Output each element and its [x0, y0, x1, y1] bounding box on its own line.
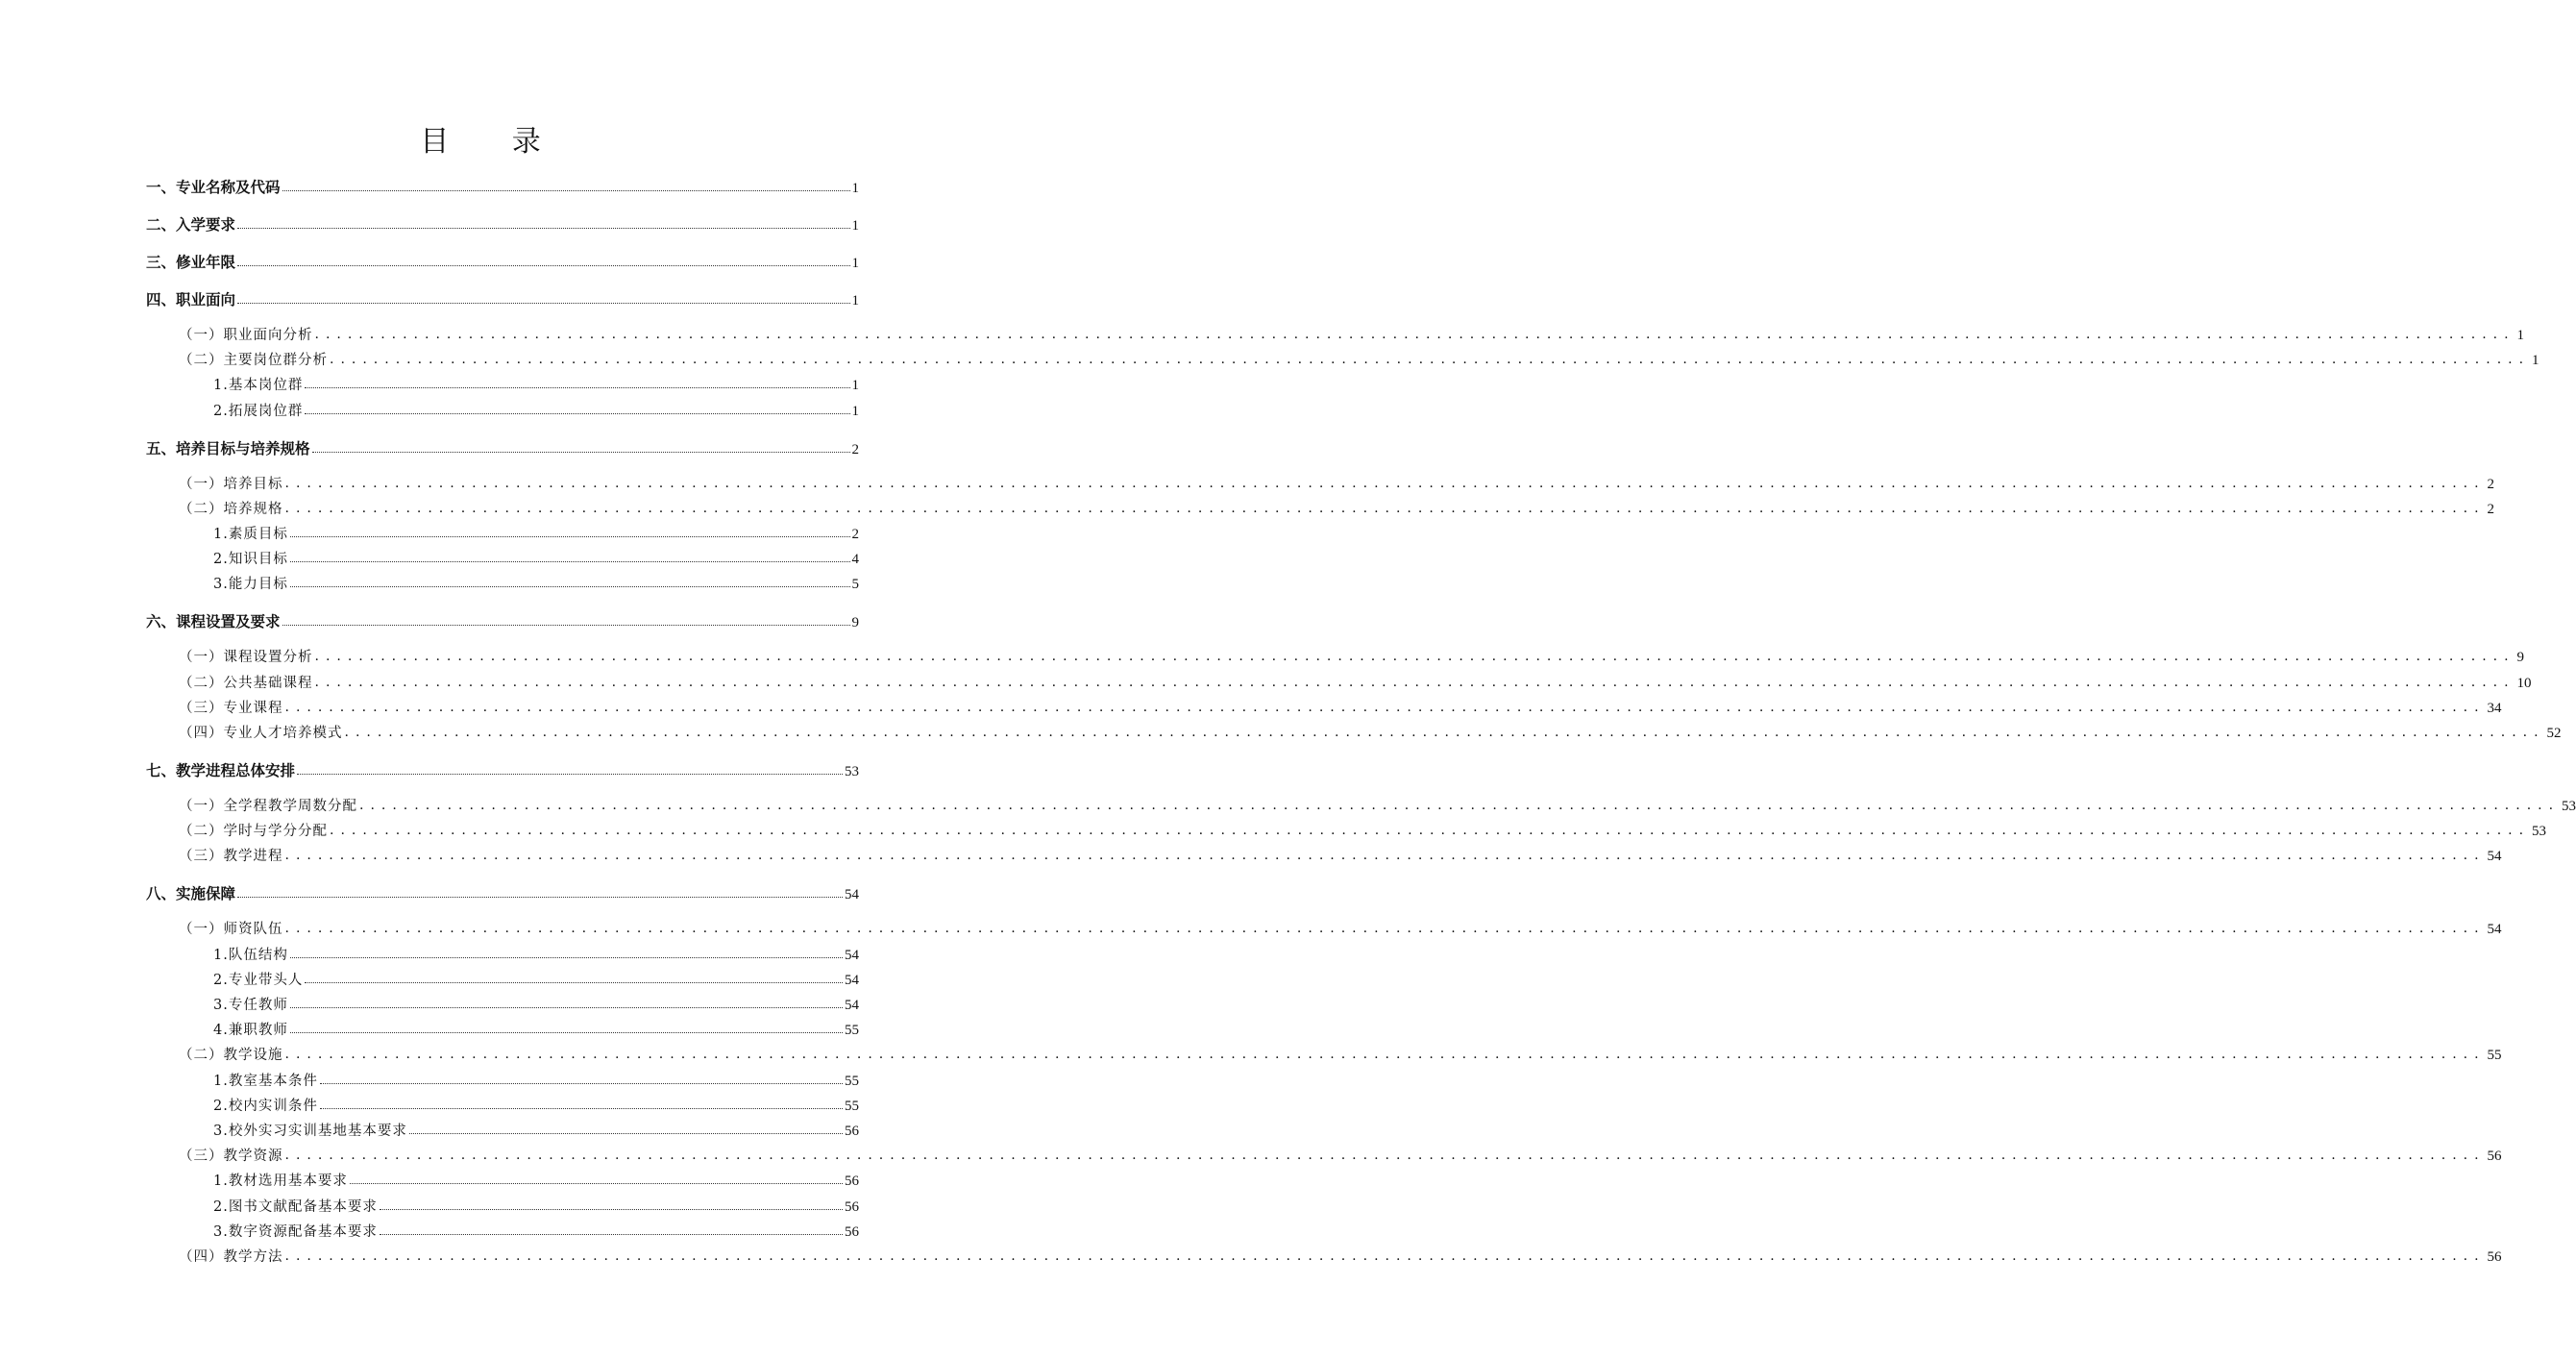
toc-entry[interactable]: [179, 845, 2502, 865]
toc-entry-page-number: 2: [2487, 476, 2495, 492]
toc-entry[interactable]: [213, 944, 859, 964]
toc-entry-page-number: 56: [845, 1198, 859, 1215]
toc-leader-dots: [297, 773, 843, 775]
toc-entry-label: （二）教学设施: [179, 1048, 283, 1064]
toc-entry-label: （四）专业人才培养模式: [179, 726, 343, 741]
toc-leader-dots: [350, 1182, 843, 1184]
toc-leader-dots: [290, 535, 850, 537]
toc-entry-label: 2.图书文献配备基本要求: [213, 1198, 378, 1215]
toc-entry-label: 2.拓展岗位群: [213, 403, 304, 419]
toc-entry-label: （二）主要岗位群分析: [179, 353, 328, 369]
toc-leader-dots: [282, 189, 850, 191]
toc-entry-label: 3.专任教师: [213, 998, 288, 1013]
toc-entry-page-number: 1: [851, 403, 859, 419]
toc-entry-label: 3.数字资源配备基本要求: [213, 1223, 378, 1240]
toc-entry[interactable]: [179, 498, 2495, 518]
toc-entry[interactable]: [146, 759, 859, 780]
toc-entry[interactable]: [146, 176, 859, 197]
toc-entry-label: （三）专业课程: [179, 700, 283, 716]
toc-entry[interactable]: [213, 969, 859, 989]
toc-entry-page-number: 1: [2532, 353, 2539, 369]
toc-leader-dots: [380, 1208, 843, 1210]
toc-entry-label: 三、修业年限: [146, 254, 236, 271]
toc-entry[interactable]: [213, 994, 859, 1014]
toc-entry-label: （一）职业面向分析: [179, 328, 313, 343]
toc-entry[interactable]: [179, 349, 2539, 369]
toc-entry-page-number: 53: [2532, 824, 2547, 840]
toc-entry-label: （三）教学进程: [179, 849, 283, 865]
toc-entry-page-number: 2: [851, 441, 859, 457]
toc-entry-label: 1.队伍结构: [213, 947, 288, 963]
toc-leader-dots: [320, 1107, 843, 1109]
toc-entry-label: （一）全学程教学周数分配: [179, 799, 357, 814]
toc-entry[interactable]: [213, 573, 859, 593]
toc-leader-dots: ........................................................................................................................................................................................................: [284, 1047, 2486, 1063]
toc-entry[interactable]: [146, 213, 859, 235]
toc-entry[interactable]: [213, 1170, 859, 1190]
toc-entry[interactable]: [146, 437, 859, 458]
toc-entry-page-number: 9: [2516, 650, 2525, 666]
toc-leader-dots: ........................................................................................................................................................................................................: [284, 1248, 2486, 1264]
toc-leader-dots: ........................................................................................................................................................................................................: [314, 649, 2515, 665]
toc-entry-label: 1.教材选用基本要求: [213, 1174, 348, 1190]
toc-leader-dots: [305, 412, 849, 414]
toc-entry[interactable]: [213, 400, 859, 420]
toc-entry-label: （四）教学方法: [179, 1249, 283, 1265]
toc-leader-dots: ........................................................................................................................................................................................................: [330, 823, 2531, 839]
toc-leader-dots: [290, 1031, 843, 1033]
toc-leader-dots: [237, 302, 849, 304]
toc-entry-label: （二）公共基础课程: [179, 675, 313, 691]
toc-leader-dots: [237, 227, 849, 229]
toc-entry[interactable]: [146, 610, 859, 631]
toc-entry-label: 一、专业名称及代码: [146, 179, 281, 196]
toc-entry[interactable]: [179, 324, 2525, 344]
toc-leader-dots: ........................................................................................................................................................................................................: [359, 798, 2561, 813]
toc-entry-label: 八、实施保障: [146, 885, 236, 903]
toc-leader-dots: ........................................................................................................................................................................................................: [344, 725, 2545, 740]
toc-leader-dots: [305, 981, 843, 983]
toc-entry[interactable]: [179, 722, 2562, 742]
toc-entry-label: （二）培养规格: [179, 501, 283, 517]
toc-entry-label: 2.校内实训条件: [213, 1098, 318, 1114]
toc-entry-page-number: 54: [845, 947, 859, 963]
toc-entry[interactable]: [213, 523, 859, 543]
toc-entry-page-number: 1: [2516, 328, 2525, 343]
toc-entry-page-number: 54: [845, 972, 859, 988]
toc-entry-page-number: 56: [2487, 1249, 2502, 1265]
toc-leader-dots: [312, 451, 850, 453]
toc-leader-dots: [282, 624, 850, 626]
toc-entry-label: 1.教室基本条件: [213, 1073, 318, 1089]
toc-entry-label: 五、培养目标与培养规格: [146, 439, 310, 457]
toc-entry-label: 2.专业带头人: [213, 972, 304, 988]
toc-entry-page-number: 53: [2562, 799, 2576, 814]
toc-leader-dots: [380, 1233, 843, 1235]
toc-leader-dots: ........................................................................................................................................................................................................: [314, 327, 2515, 342]
toc-entry[interactable]: [213, 1095, 859, 1115]
toc-entry-page-number: 1: [851, 181, 859, 196]
toc-entry-page-number: 54: [2487, 849, 2502, 865]
toc-entry-page-number: 55: [845, 1098, 859, 1114]
toc-entry[interactable]: [179, 672, 2532, 692]
toc-entry-page-number: 1: [851, 256, 859, 271]
toc-entry-page-number: 56: [2487, 1149, 2502, 1165]
toc-leader-dots: ........................................................................................................................................................................................................: [284, 475, 2486, 491]
toc-entry-label: 3.校外实习实训基地基本要求: [213, 1124, 407, 1139]
toc-leader-dots: ........................................................................................................................................................................................................: [284, 500, 2486, 516]
toc-title: 目 录: [420, 125, 568, 159]
toc-leader-dots: ........................................................................................................................................................................................................: [284, 699, 2486, 715]
toc-entry[interactable]: [213, 1221, 859, 1241]
toc-entry[interactable]: [146, 882, 859, 903]
toc-entry[interactable]: [179, 795, 2576, 815]
toc-entry-label: 3.能力目标: [213, 577, 288, 593]
toc-leader-dots: [290, 1006, 843, 1008]
toc-entry-label: 2.知识目标: [213, 552, 288, 568]
toc-leader-dots: ........................................................................................................................................................................................................: [314, 674, 2515, 690]
toc-entry[interactable]: [179, 1044, 2502, 1064]
toc-entry[interactable]: [179, 1145, 2502, 1165]
toc-entry-label: （一）培养目标: [179, 476, 283, 492]
toc-entry[interactable]: [179, 1246, 2502, 1266]
toc-entry-page-number: 2: [851, 527, 859, 542]
toc-entry-page-number: 54: [2487, 922, 2502, 938]
toc-entry[interactable]: [213, 548, 859, 568]
toc-entry-page-number: 2: [2487, 501, 2495, 517]
toc-entry-page-number: 34: [2487, 700, 2502, 716]
toc-leader-dots: [290, 956, 843, 958]
toc-entry[interactable]: [179, 473, 2495, 493]
toc-entry-page-number: 5: [851, 577, 859, 593]
toc-leader-dots: ........................................................................................................................................................................................................: [284, 1148, 2486, 1164]
toc-entry-page-number: 53: [845, 764, 859, 779]
toc-entry[interactable]: [213, 1196, 859, 1216]
toc-entry-page-number: 54: [845, 998, 859, 1013]
toc-entry[interactable]: [213, 1120, 859, 1140]
toc-entry[interactable]: [146, 251, 859, 272]
toc-entry-page-number: 1: [851, 293, 859, 309]
toc-entry-page-number: 10: [2516, 675, 2532, 691]
toc-entry-label: 1.素质目标: [213, 527, 288, 542]
toc-entry-page-number: 1: [851, 218, 859, 234]
toc-entry[interactable]: [179, 646, 2525, 666]
toc-entry-label: （二）学时与学分分配: [179, 824, 328, 840]
toc-leader-dots: [290, 560, 850, 562]
toc-entry-label: （一）课程设置分析: [179, 650, 313, 666]
toc-entry-page-number: 55: [845, 1023, 859, 1039]
toc-entry-label: 二、入学要求: [146, 216, 236, 234]
toc-entry[interactable]: [179, 918, 2502, 938]
toc-leader-dots: ........................................................................................................................................................................................................: [284, 848, 2486, 864]
toc-leader-dots: [320, 1082, 843, 1084]
toc-entry-page-number: 9: [851, 615, 859, 631]
toc-entry-page-number: 1: [851, 378, 859, 394]
toc-entry[interactable]: [213, 1019, 859, 1039]
toc-entry-page-number: 56: [845, 1174, 859, 1190]
toc-entry-label: 七、教学进程总体安排: [146, 762, 296, 779]
toc-entry-page-number: 55: [845, 1073, 859, 1089]
toc-leader-dots: [237, 264, 849, 266]
toc-entry-page-number: 52: [2546, 726, 2562, 741]
toc-entry-label: （三）教学资源: [179, 1149, 283, 1165]
toc-entry-page-number: 55: [2487, 1048, 2502, 1064]
toc-entry[interactable]: [213, 374, 859, 394]
toc-leader-dots: [237, 896, 843, 898]
toc-entry-label: 四、职业面向: [146, 291, 236, 309]
toc-entry[interactable]: [146, 288, 859, 309]
toc-entry[interactable]: [179, 820, 2547, 840]
toc-entry-page-number: 4: [851, 552, 859, 568]
toc-leader-dots: ........................................................................................................................................................................................................: [284, 921, 2486, 937]
toc-entry[interactable]: [213, 1070, 859, 1090]
toc-leader-dots: [409, 1132, 843, 1134]
toc-entry-page-number: 56: [845, 1223, 859, 1240]
toc-entry-label: （一）师资队伍: [179, 922, 283, 938]
toc-entry-label: 1.基本岗位群: [213, 378, 304, 394]
toc-entry-page-number: 54: [845, 887, 859, 903]
toc-leader-dots: ........................................................................................................................................................................................................: [330, 352, 2531, 368]
toc-entry[interactable]: [179, 697, 2502, 717]
toc-entry-label: 4.兼职教师: [213, 1023, 288, 1039]
toc-leader-dots: [305, 386, 849, 388]
toc-entry-label: 六、课程设置及要求: [146, 613, 281, 631]
toc-leader-dots: [290, 585, 850, 587]
toc-entry-page-number: 56: [845, 1124, 859, 1139]
